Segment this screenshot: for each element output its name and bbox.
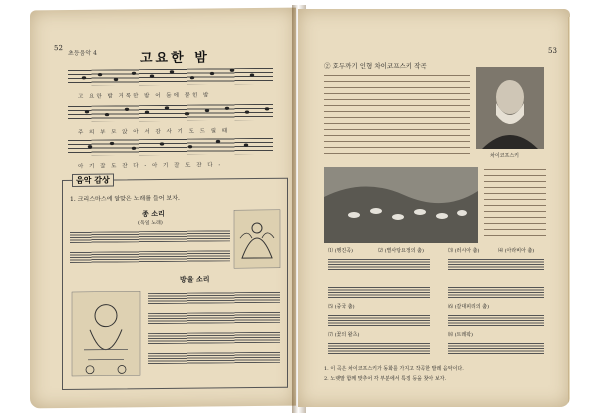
section-heading: ② 호두까기 인형 차이코프스키 작곡 <box>324 62 427 70</box>
left-page <box>30 8 296 409</box>
jingle-staff-4 <box>148 352 280 364</box>
staff-notes-1 <box>72 62 277 90</box>
theme-staff-1 <box>328 259 430 270</box>
right-page <box>298 9 570 407</box>
legend-russian: ⑶ (러시아 춤) <box>448 248 480 254</box>
song-title-bells: 종 소리 <box>142 208 165 219</box>
legend-sugar-plum: ⑵ (별사탕요정의 춤) <box>378 248 424 254</box>
footer-note-2: 2. 노랫말 함께 맞추어 각 부분에서 특징 등을 찾아 보자. <box>324 376 447 382</box>
lyric-line-1: 고 요한 밤 거룩한 밤 어 둠에 묻힌 밤 <box>78 92 211 100</box>
song-title: 고요한 밤 <box>140 50 210 67</box>
song-title-jingle: 방울 소리 <box>180 274 210 284</box>
open-songbook <box>30 5 575 413</box>
theme-staff-6 <box>448 315 544 326</box>
theme-staff-5 <box>328 315 430 326</box>
section-title: 음악 감상 <box>72 174 114 187</box>
appreciation-item-1: 1. 크리스마스에 알맞은 노래를 들어 보자. <box>70 194 180 203</box>
ballet-photo <box>324 167 478 243</box>
legend-trepak: ⑻ (트레팍) <box>448 332 473 338</box>
legend-chinese: ⑸ (중국 춤) <box>328 304 355 310</box>
theme-staff-2 <box>448 259 544 270</box>
angel-illustration <box>232 208 282 271</box>
bells-staff-1 <box>70 230 230 243</box>
staff-notes-2 <box>72 98 277 126</box>
page-number-left: 52 <box>54 44 63 53</box>
bells-staff-2 <box>70 250 230 263</box>
staff-notes-3 <box>72 132 277 160</box>
legend-waltz: ⑺ (꽃의 왈츠) <box>328 332 360 338</box>
jingle-staff-2 <box>148 312 280 324</box>
song-origin-bells: (독일 노래) <box>138 220 163 227</box>
page-header-left: 초등음악 4 <box>68 49 97 57</box>
portrait-caption: 차이코프스키 <box>490 153 519 159</box>
intro-text-block <box>324 75 470 159</box>
lyric-line-3: 아 기 잘 도 잔 다 - 아 기 잘 도 잔 다 - <box>78 162 223 170</box>
theme-staff-4 <box>448 287 544 298</box>
theme-staff-8 <box>448 343 544 354</box>
footer-note-1: 1. 이 곡은 차이코프스키가 동화를 가지고 작곡한 발레 음악이다. <box>324 366 464 372</box>
lyric-line-2: 주 의 부 모 앉 아 서 감 사 기 도 드 릴 때 <box>78 128 230 136</box>
jingle-staff-1 <box>148 292 280 304</box>
jingle-staff-3 <box>148 332 280 344</box>
theme-staff-3 <box>328 287 430 298</box>
legend-arabian: ⑷ (아라비아 춤) <box>498 248 535 254</box>
legend-reed-flute: ⑹ (갈대피리의 춤) <box>448 304 490 310</box>
composer-portrait <box>476 67 544 149</box>
page-number-right: 53 <box>548 47 557 55</box>
side-text-block <box>484 169 546 241</box>
santa-illustration <box>70 289 142 378</box>
theme-staff-7 <box>328 343 430 354</box>
page-edges <box>568 17 570 407</box>
legend-march: ⑴ (행진곡) <box>328 248 353 254</box>
